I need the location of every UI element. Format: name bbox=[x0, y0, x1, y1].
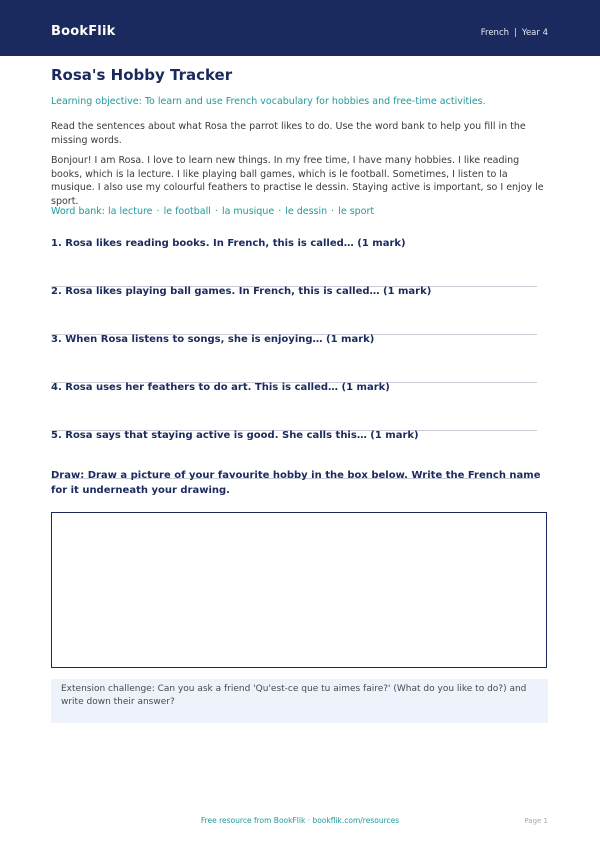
question-2: 2. Rosa likes playing ball games. In French, this is called… (1 mark) bbox=[51, 286, 432, 297]
meta-separator: | bbox=[514, 28, 517, 38]
question-3: 3. When Rosa listens to songs, she is enjoying… (1 mark) bbox=[51, 334, 375, 345]
header-bar bbox=[0, 0, 600, 56]
brand-logo[interactable]: BookFlik bbox=[51, 24, 116, 39]
word-bank-separator: · bbox=[156, 206, 160, 217]
word-bank-separator: · bbox=[214, 206, 218, 217]
word-bank-separator: · bbox=[278, 206, 282, 217]
draw-prompt: Draw: Draw a picture of your favourite hobby in the box below. Write the French name for it underneath your drawing. bbox=[51, 470, 541, 496]
page-title: Rosa's Hobby Tracker bbox=[51, 66, 233, 84]
extension-challenge: Extension challenge: Can you ask a friend 'Qu'est-ce que tu aimes faire?' (What do you like to do?) and write down their answer? bbox=[51, 679, 548, 723]
page-number: Page 1 bbox=[524, 817, 548, 825]
question-5: 5. Rosa says that staying active is good. She calls this… (1 mark) bbox=[51, 430, 419, 441]
word-bank-item: le sport bbox=[338, 206, 375, 217]
word-bank-item: le dessin bbox=[285, 206, 328, 217]
word-bank-label: Word bank: bbox=[51, 206, 106, 217]
footer-link[interactable]: Free resource from BookFlik · bookflik.com/resources bbox=[200, 816, 400, 825]
subject-label: French bbox=[480, 28, 510, 38]
instructions-text: Read the sentences about what Rosa the parrot likes to do. Use the word bank to help you fill in the missing words. bbox=[51, 121, 526, 146]
question-4: 4. Rosa uses her feathers to do art. This is called… (1 mark) bbox=[51, 382, 390, 393]
word-bank-item: le football bbox=[163, 206, 211, 217]
word-bank bbox=[51, 206, 374, 217]
word-bank-separator: · bbox=[331, 206, 335, 217]
learning-objective: Learning objective: To learn and use French vocabulary for hobbies and free-time activities. bbox=[51, 96, 486, 107]
reading-passage: Bonjour! I am Rosa. I love to learn new things. In my free time, I have many hobbies. I like reading books, which is la lecture. I like playing ball games, which is le football. Sometimes, I listen to la musique. I also use my colourful feathers to practise le dessin. Staying active is important, so I enjoy le sport. bbox=[51, 155, 544, 207]
question-1: 1. Rosa likes reading books. In French, this is called… (1 mark) bbox=[51, 238, 406, 249]
drawing-box[interactable] bbox=[51, 512, 547, 668]
word-bank-item: la musique bbox=[221, 206, 275, 217]
word-bank-item: la lecture bbox=[108, 206, 153, 217]
header-meta bbox=[481, 28, 548, 38]
year-label: Year 4 bbox=[521, 28, 548, 38]
